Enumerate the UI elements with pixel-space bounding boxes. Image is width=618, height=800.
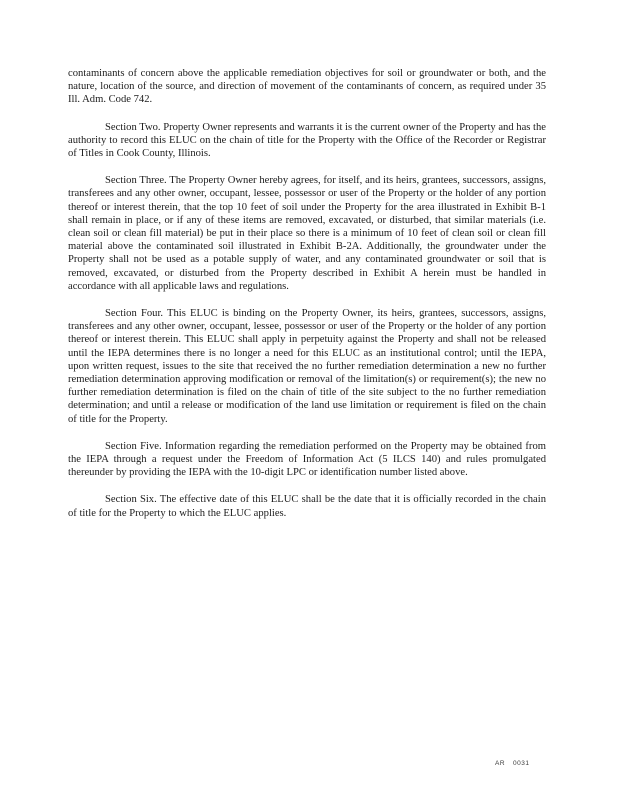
paragraph-section-five: Section Five. Information regarding the remediation performed on the Property may be obtained from the IEPA through a request under the Freedom of Information Act (5 ILCS 140) and rules promulgated thereunder by providing the IEPA with the 10-digit LPC or identification number listed above. — [68, 440, 546, 479]
bates-stamp — [495, 760, 530, 767]
paragraph-section-two: Section Two. Property Owner represents and warrants it is the current owner of the Property and has the authority to record this ELUC on the chain of title for the Property with the Office of the Recorder or Registrar of Titles in Cook County, Illinois. — [68, 121, 546, 160]
document-body — [68, 67, 546, 534]
stamp-number: 0031 — [513, 760, 530, 767]
paragraph-continuation: contaminants of concern above the applicable remediation objectives for soil or groundwater or both, and the nature, location of the source, and direction of movement of the contaminants of concern, as required under 35 Ill. Adm. Code 742. — [68, 68, 546, 106]
paragraph-section-three: Section Three. The Property Owner hereby agrees, for itself, and its heirs, grantees, successors, assigns, transferees and any other owner, occupant, lessee, possessor or user of the Property or the holder of any portion thereof or interest therein, that the top 10 feet of soil under the Property for the area illustrated in Exhibit B-1 shall remain in place, or if any of these items are removed, excavated, or disturbed, that similar materials (i.e. clean soil or clean fill material) be put in their place so there is a minimum of 10 feet of clean soil or clean fill material above the contaminated soil illustrated in Exhibit B-2A. Additionally, the groundwater under the Property shall not be used as a potable supply of water, and any contaminated groundwater or soil that is removed, excavated, or disturbed from the Property described in Exhibit A herein must be handled in accordance with all applicable laws and regulations. — [68, 175, 546, 292]
paragraph-section-four: Section Four. This ELUC is binding on the Property Owner, its heirs, grantees, successors, assigns, transferees and any other owner, occupant, lessee, possessor or user of the Property or the holder of any portion thereof or interest therein. This ELUC shall apply in perpetuity against the Property and shall not be released until the IEPA determines there is no longer a need for this ELUC as an institutional control; until the IEPA, upon written request, issues to the site that received the no further remediation determination a new no further remediation determination approving modification or removal of the limitation(s) or requirement(s); the new no further remediation determination is filed on the chain of title of the site subject to the no further remediation determination; and until a release or modification of the land use limitation or requirement is filed on the chain of title for the Property. — [68, 308, 546, 425]
paragraph-section-six: Section Six. The effective date of this ELUC shall be the date that it is officially recorded in the chain of title for the Property to which the ELUC applies. — [68, 494, 546, 519]
stamp-prefix: AR — [495, 760, 506, 767]
